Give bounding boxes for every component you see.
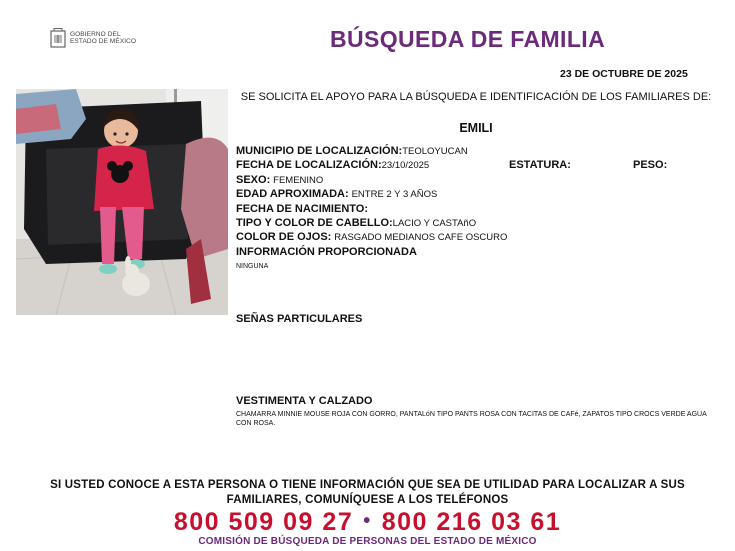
senas-label: SEÑAS PARTICULARES [236,313,363,325]
sexo-row [236,174,323,186]
ojos-label: COLOR DE OJOS: [236,231,332,243]
fecha-label: FECHA DE LOCALIZACIÓN: [236,159,382,171]
logo-line1: GOBIERNO DEL [70,31,121,38]
ojos-value: RASGADO MEDIANOS CAFE OSCURO [334,232,508,243]
municipio-row [236,145,468,157]
commission-name: COMISIÓN DE BÚSQUEDA DE PERSONAS DEL ESTADO DE MÉXICO [198,536,537,547]
phone-1[interactable]: 800 509 09 27 [173,508,354,536]
cabello-value: LACIO Y CASTAñO [392,218,477,229]
logo-text [70,31,136,45]
phone-2[interactable]: 800 216 03 61 [381,508,562,536]
request-text: SE SOLICITA EL APOYO PARA LA BÚSQUEDA E IDENTIFICACIÓN DE LOS FAMILIARES DE: [240,91,712,103]
nacimiento-row [236,203,368,215]
phone-separator: • [363,510,372,532]
peso-label: PESO: [633,159,668,171]
sexo-value: FEMENINO [273,175,324,186]
child-photo [16,89,228,315]
vestimenta-value: CHAMARRA MINNIE MOUSE ROJA CON GORRO, PANTALóN TIPO PANTS ROSA CON TACITAS DE CAFé, ZAPATOS TIPO CROCS VERDE AGUA CON ROSA. [236,411,707,427]
info-label: INFORMACIÓN PROPORCIONADA [236,246,417,258]
logo-line2: ESTADO DE MÉXICO [70,38,137,45]
state-logo [50,28,136,48]
info-value: NINGUNA [236,263,269,270]
publication-date: 23 DE OCTUBRE DE 2025 [560,68,688,80]
person-name: EMILI [459,121,493,135]
page-title: BÚSQUEDA DE FAMILIA [330,26,606,52]
edad-row [236,188,437,200]
state-emblem-icon [50,28,66,48]
municipio-value: TEOLOYUCAN [402,146,468,157]
contact-line1: SI USTED CONOCE A ESTA PERSONA O TIENE INFORMACIÓN QUE SEA DE UTILIDAD PARA LOCALIZAR A SUS [50,479,685,491]
sexo-label: SEXO: [236,174,271,186]
info-row [236,246,417,258]
estatura-label: ESTATURA: [509,159,571,171]
fecha-value: 23/10/2025 [381,160,430,171]
edad-value: ENTRE 2 Y 3 AÑOS [351,189,438,200]
nacimiento-label: FECHA DE NACIMIENTO: [236,203,368,215]
municipio-label: MUNICIPIO DE LOCALIZACIÓN: [236,145,403,157]
contact-message [20,478,715,508]
vestimenta-label: VESTIMENTA Y CALZADO [236,395,373,407]
contact-line2: FAMILIARES, COMUNÍQUESE A LOS TELÉFONOS [226,494,509,506]
phone-numbers [0,508,735,537]
cabello-row [236,217,476,229]
edad-label: EDAD APROXIMADA: [236,188,349,200]
fecha-row [236,159,429,171]
cabello-label: TIPO Y COLOR DE CABELLO: [236,217,393,229]
ojos-row [236,231,507,243]
